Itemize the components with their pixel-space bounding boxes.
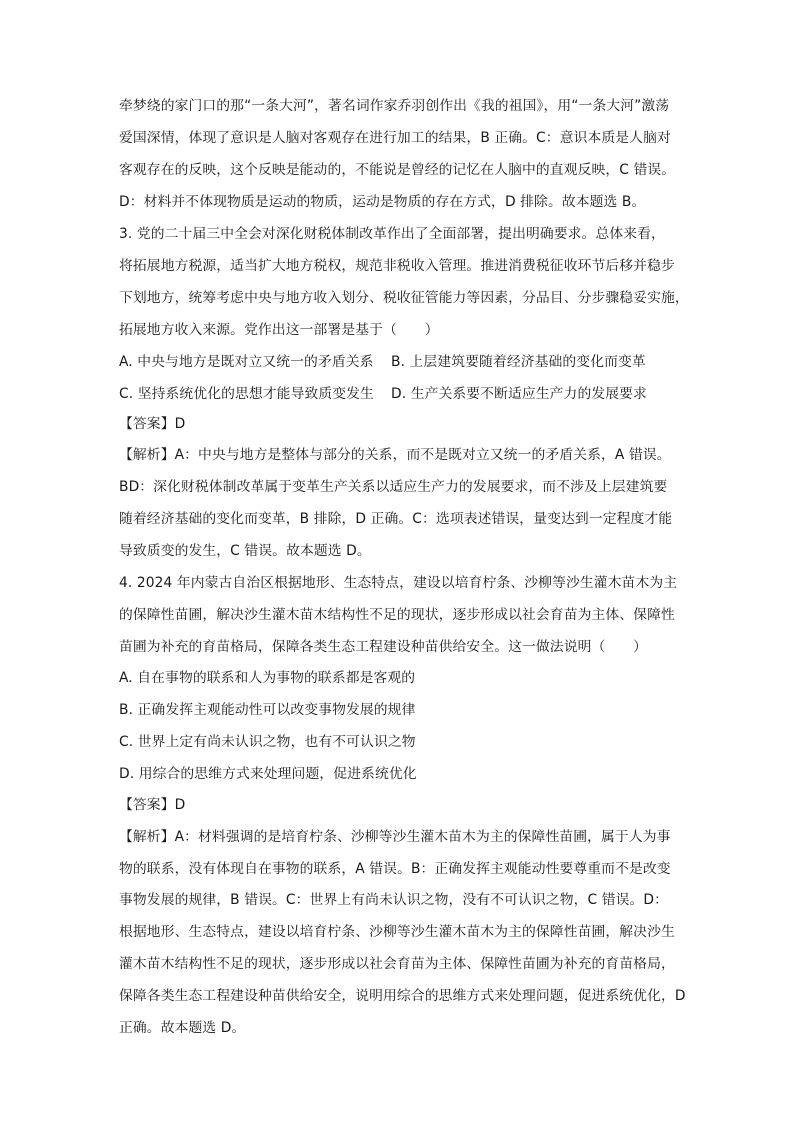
- option-c: C. 坚持系统优化的思想才能导致质变发生: [119, 386, 374, 402]
- option-row: [119, 384, 699, 404]
- text-line: 物的联系，没有体现自在事物的联系，A 错误。B：正确发挥主观能动性要尊重而不是改变: [119, 861, 671, 877]
- text-line: 下划地方，统筹考虑中央与地方收入划分、税收征管能力等因素，分品目、分步骤稳妥实施，: [119, 290, 689, 306]
- answer-label: 【答案】D: [119, 416, 186, 432]
- option-d: D. 生产关系要不断适应生产力的发展要求: [391, 386, 647, 402]
- text-line: BD：深化财税体制改革属于变革生产关系以适应生产力的发展要求，而不涉及上层建筑要: [119, 479, 668, 495]
- option-a: A. 自在事物的联系和人为事物的联系都是客观的: [119, 670, 416, 686]
- text-line: 的保障性苗圃，解决沙生灌木苗木结构性不足的现状，逐步形成以社会育苗为主体、保障性: [119, 607, 675, 623]
- text-line: 将拓展地方税源，适当扩大地方税权，规范非税收入管理。推进消费税征收环节后移并稳步: [119, 258, 675, 274]
- option-b: B. 正确发挥主观能动性可以改变事物发展的规律: [119, 702, 416, 718]
- text-line: 牵梦绕的家门口的那“一条大河”，著名词作家乔羽创作出《我的祖国》，用“一条大河”激荡: [119, 98, 670, 114]
- analysis-text: 【解析】A：材料强调的是培育柠条、沙柳等沙生灌木苗木为主的保障性苗圃，属于人为事: [119, 829, 671, 845]
- text-line: 导致质变的发生，C 错误。故本题选 D。: [119, 543, 371, 559]
- answer-label: 【答案】D: [119, 797, 186, 813]
- text-line: 事物发展的规律，B 错误。C：世界上有尚未认识之物，没有不可认识之物，C 错误。D：: [119, 892, 669, 908]
- text-line: 客观存在的反映，这个反映是能动的，不能说是曾经的记忆在人脑中的直观反映，C 错误。: [119, 162, 676, 178]
- text-line: 随着经济基础的变化而变革，B 排除，D 正确。C：选项表述错误，量变达到一定程度才能: [119, 511, 673, 527]
- text-line: 根据地形、生态特点，建设以培育柠条、沙柳等沙生灌木苗木为主的保障性苗圃，解决沙生: [119, 924, 675, 940]
- text-line: 苗圃为补充的育苗格局，保障各类生态工程建设种苗供给安全。这一做法说明（ ）: [119, 639, 648, 655]
- analysis-text: 【解析】A：中央与地方是整体与部分的关系，而不是既对立又统一的矛盾关系，A 错误。: [119, 447, 671, 463]
- text-line: 拓展地方收入来源。党作出这一部署是基于（ ）: [119, 322, 439, 338]
- option-a: A. 中央与地方是既对立又统一的矛盾关系: [119, 354, 374, 370]
- text-line: D：材料并不体现物质是运动的物质，运动是物质的存在方式，D 排除。故本题选 B。: [119, 194, 646, 210]
- option-row: [119, 352, 699, 372]
- text-line: 灌木苗木结构性不足的现状，逐步形成以社会育苗为主体、保障性苗圃为补充的育苗格局，: [119, 956, 675, 972]
- text-line: 正确。故本题选 D。: [119, 1020, 246, 1036]
- option-d: D. 用综合的思维方式来处理问题，促进系统优化: [119, 766, 417, 782]
- question-4-stem: 4. 2024 年内蒙古自治区根据地形、生态特点，建设以培育柠条、沙柳等沙生灌木苗木为主: [119, 575, 678, 591]
- text-line: 保障各类生态工程建设种苗供给安全，说明用综合的思维方式来处理问题，促进系统优化，D: [119, 988, 686, 1004]
- option-b: B. 上层建筑要随着经济基础的变化而变革: [391, 354, 646, 370]
- option-c: C. 世界上定有尚未认识之物，也有不可认识之物: [119, 734, 416, 750]
- text-line: 爱国深情，体现了意识是人脑对客观存在进行加工的结果，B 正确。C：意识本质是人脑对: [119, 130, 671, 146]
- question-3-stem: 3. 党的二十届三中全会对深化财税体制改革作出了全面部署，提出明确要求。总体来看，: [119, 226, 665, 242]
